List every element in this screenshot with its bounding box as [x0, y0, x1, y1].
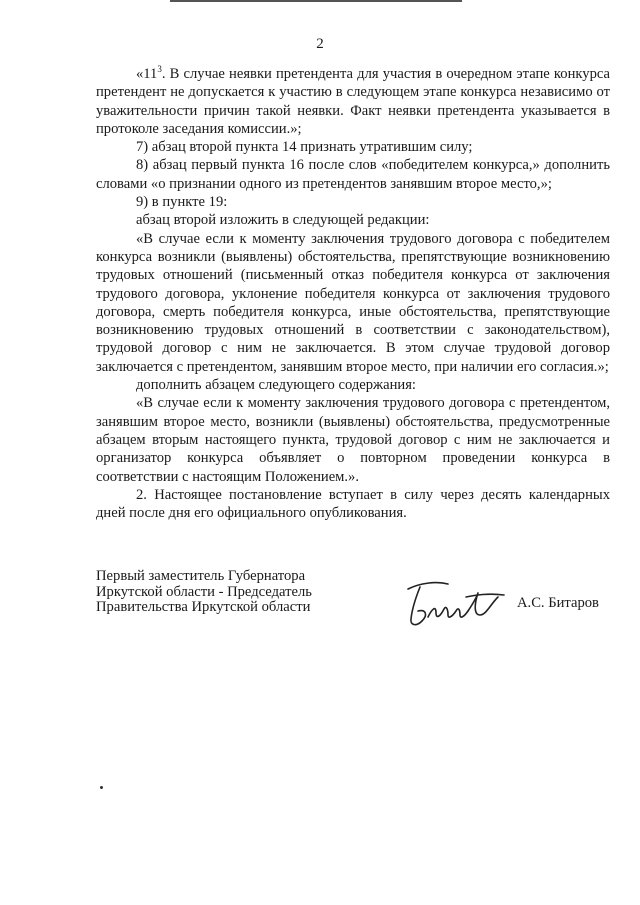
- signatory-title: [96, 569, 312, 616]
- signer-name: А.С. Битаров: [517, 595, 599, 611]
- paragraph-item-9: 9) в пункте 19:: [136, 194, 228, 211]
- paragraph-added-text: «В случае если к моменту заключения трудового договора с претендентом, занявшим второе место, возникли (выявлены) обстоятельства, предусмотренные абзацем вторым настоящего пункта, трудовой договор с ним не заключается и организатор конкурса объявляет о повторном проведении конкурса в соответствии с настоящим Положением.».: [96, 395, 610, 485]
- paragraph-new-wording: «В случае если к моменту заключения трудового договора с победителем конкурса возникли (выявлены) обстоятельства, препятствующие возникновению трудовых отношений (письменный отказ победителя конкурса от заключения трудового договора, уклонение победителя конкурса от заключения трудового договора, смерть победителя конкурса, иные обстоятельства, препятствующие возникновению трудовых отношений в соответствии с законодательством), трудовой договор с ним не заключается. В этом случае трудовой договор заключается с претендентом, занявшим второе место, при наличии его согласия.»;: [96, 230, 610, 375]
- paragraph-text: . В случае неявки претендента для участия в очередном этапе конкурса претендент не допускается к участию в следующем этапе конкурса независимо от уважительности причин такой неявки. Факт неявки претендента указывается в протоколе заседания комиссии.»;: [96, 66, 610, 137]
- scan-speck: [100, 786, 103, 789]
- paragraph-item-11-3: [96, 65, 610, 138]
- paragraph-add-abzac: дополнить абзацем следующего содержания:: [136, 377, 416, 394]
- signatory-title-line: Правительства Иркутской области: [96, 599, 311, 615]
- signatory-title-line: Иркутской области - Председатель: [96, 583, 312, 600]
- signatory-title-line: Первый заместитель Губернатора: [96, 568, 306, 584]
- paragraph-item-8: 8) абзац первый пункта 16 после слов «победителем конкурса,» дополнить словами «о признании одного из претендентов занявшим второе место,»;: [96, 157, 610, 192]
- paragraph-abzac-vtoroy: абзац второй изложить в следующей редакции:: [136, 212, 430, 229]
- paragraph-entry-into-force: 2. Настоящее постановление вступает в силу через десять календарных дней после дня его официального опубликования.: [96, 486, 610, 522]
- top-rule: [170, 0, 462, 2]
- superscript: 3: [157, 64, 162, 75]
- paragraph-item-7: 7) абзац второй пункта 14 признать утратившим силу;: [136, 139, 473, 156]
- document-body: [96, 65, 610, 522]
- handwritten-signature: [402, 575, 510, 633]
- page-number: 2: [316, 36, 324, 52]
- paragraph-prefix: «11: [136, 66, 158, 82]
